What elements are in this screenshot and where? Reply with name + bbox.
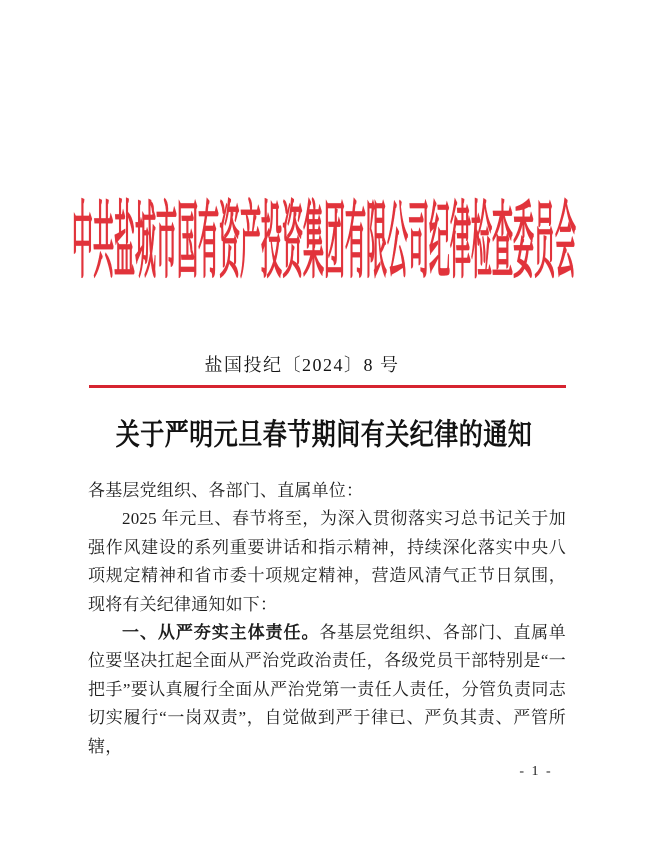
issuing-authority-name: 中共盐城市国有资产投资集团有限公司纪律检查委员会 bbox=[72, 196, 577, 289]
section-1-text: 各基层党组织、各部门、直属单位要坚决扛起全面从严治党政治责任，各级党员干部特别是“一把手”要认真履行全面从严治党第一责任人责任，分管负责同志切实履行“一岗双责”，自觉做到严于律已、严负其责、严管所辖， bbox=[88, 623, 566, 756]
section-1-heading: 一、从严夯实主体责任。 bbox=[122, 623, 320, 643]
section-1-paragraph bbox=[88, 619, 566, 761]
red-divider-line bbox=[89, 385, 566, 388]
document-title bbox=[0, 414, 648, 452]
document-number: 盐国投纪〔2024〕8 号 bbox=[204, 355, 400, 375]
page-number: - 1 - bbox=[519, 764, 553, 779]
document-title-text: 关于严明元旦春节期间有关纪律的通知 bbox=[115, 419, 533, 452]
salutation-line: 各基层党组织、各部门、直属单位： bbox=[88, 481, 364, 500]
issuing-authority-header bbox=[0, 197, 648, 289]
document-body bbox=[88, 477, 566, 761]
intro-paragraph: 2025 年元旦、春节将至，为深入贯彻落实习总书记关于加强作风建设的系列重要讲话和指示精神，持续深化落实中央八项规定精神和省市委十项规定精神，营造风清气正节日氛围，现将有关纪律通知如下： bbox=[88, 509, 566, 614]
